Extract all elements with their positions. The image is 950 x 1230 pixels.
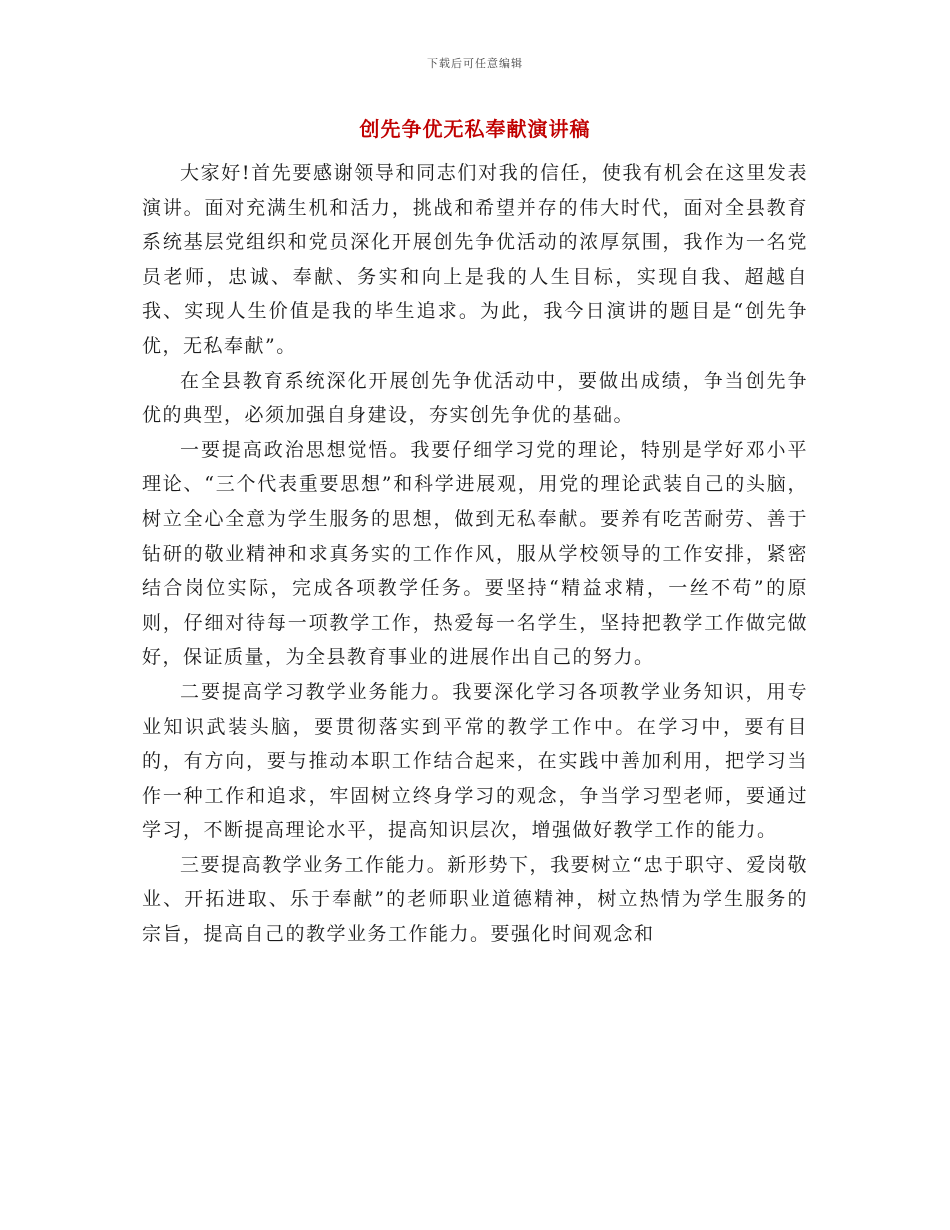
paragraph-point-three: 三要提高教学业务工作能力。新形势下，我要树立“忠于职守、爱岗敬业、开拓进取、乐于奉献”的老师职业道德精神，树立热情为学生服务的宗旨，提高自己的教学业务工作能力。要强化时间观念和 <box>142 853 808 946</box>
paragraph-point-two: 二要提高学习教学业务能力。我要深化学习各项教学业务知识，用专业知识武装头脑，要贯彻落实到平常的教学工作中。在学习中，要有目的，有方向，要与推动本职工作结合起来，在实践中善加利用，把学习当作一种工作和追求，牢固树立终身学习的观念，争当学习型老师，要通过学习，不断提高理论水平，提高知识层次，增强做好教学工作的能力。 <box>142 680 808 842</box>
document-title: 创先争优无私奉献演讲稿 <box>359 117 591 141</box>
paragraph-intro: 在全县教育系统深化开展创先争优活动中，要做出成绩，争当创先争优的典型，必须加强自身建设，夯实创先争优的基础。 <box>142 369 808 427</box>
paragraph-greeting: 大家好!首先要感谢领导和同志们对我的信任，使我有机会在这里发表演讲。面对充满生机和活力，挑战和希望并存的伟大时代，面对全县教育系统基层党组织和党员深化开展创先争优活动的浓厚氛围，我作为一名党员老师，忠诚、奉献、务实和向上是我的人生目标，实现自我、超越自我、实现人生价值是我的毕生追求。为此，我今日演讲的题目是“创先争优，无私奉献”。 <box>142 162 808 357</box>
paragraph-point-one: 一要提高政治思想觉悟。我要仔细学习党的理论，特别是学好邓小平理论、“三个代表重要思想”和科学进展观，用党的理论武装自己的头脑，树立全心全意为学生服务的思想，做到无私奉献。要养有吃苦耐劳、善于钻研的敬业精神和求真务实的工作作风，服从学校领导的工作安排，紧密结合岗位实际，完成各项教学任务。要坚持“精益求精，一丝不苟”的原则，仔细对待每一项教学工作，热爱每一名学生，坚持把教学工作做完做好，保证质量，为全县教育事业的进展作出自己的努力。 <box>142 438 808 669</box>
document-body <box>142 156 808 952</box>
header-note: 下载后可任意编辑 <box>427 57 523 70</box>
